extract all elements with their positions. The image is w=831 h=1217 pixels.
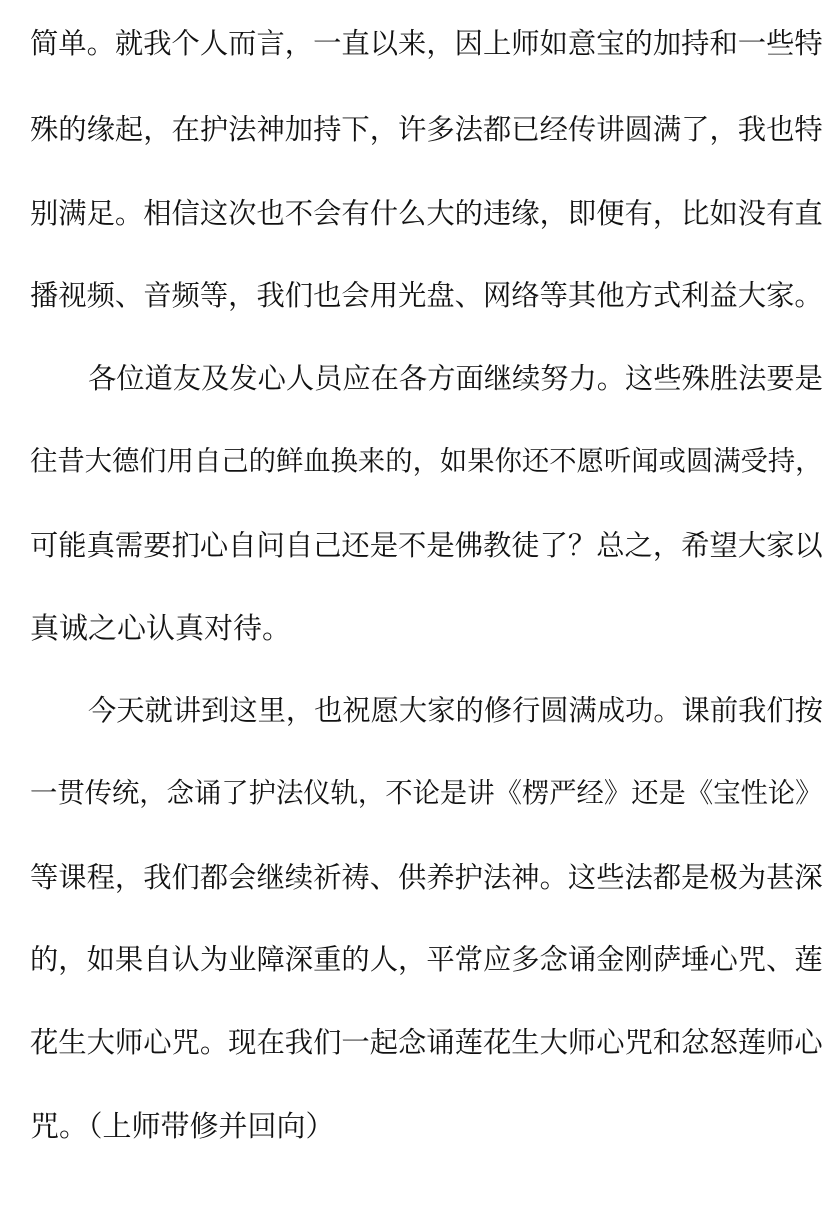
text-line: 一贯传统，念诵了护法仪轨，不论是讲《楞严经》还是《宝性论》 (30, 778, 823, 809)
text-line: 花生大师心咒。现在我们一起念诵莲花生大师心咒和忿怒莲师心 (30, 1026, 823, 1059)
text-line: 真诚之心认真对待。 (30, 611, 292, 645)
text-line: 咒。（上师带修并回向） (30, 1109, 335, 1143)
text-line: 简单。就我个人而言，一直以来，因上师如意宝的加持和一些特 (30, 27, 823, 60)
text-line: 的，如果自认为业障深重的人，平常应多念诵金刚萨埵心咒、莲 (30, 943, 823, 976)
text-line: 等课程，我们都会继续祈祷、供养护法神。这些法都是极为甚深 (30, 861, 823, 894)
text-line: 可能真需要扪心自问自己还是不是佛教徒了？总之，希望大家以 (30, 529, 823, 562)
text-line: 殊的缘起，在护法神加持下，许多法都已经传讲圆满了，我也特 (30, 113, 823, 146)
text-line: 各位道友及发心人员应在各方面继续努力。这些殊胜法要是 (88, 362, 823, 395)
text-line: 播视频、音频等，我们也会用光盘、网络等其他方式利益大家。 (30, 279, 823, 312)
text-line: 别满足。相信这次也不会有什么大的违缘，即便有，比如没有直 (30, 197, 823, 230)
text-line: 今天就讲到这里，也祝愿大家的修行圆满成功。课前我们按 (88, 694, 823, 727)
text-line: 往昔大德们用自己的鲜血换来的，如果你还不愿听闻或圆满受持， (30, 446, 823, 477)
